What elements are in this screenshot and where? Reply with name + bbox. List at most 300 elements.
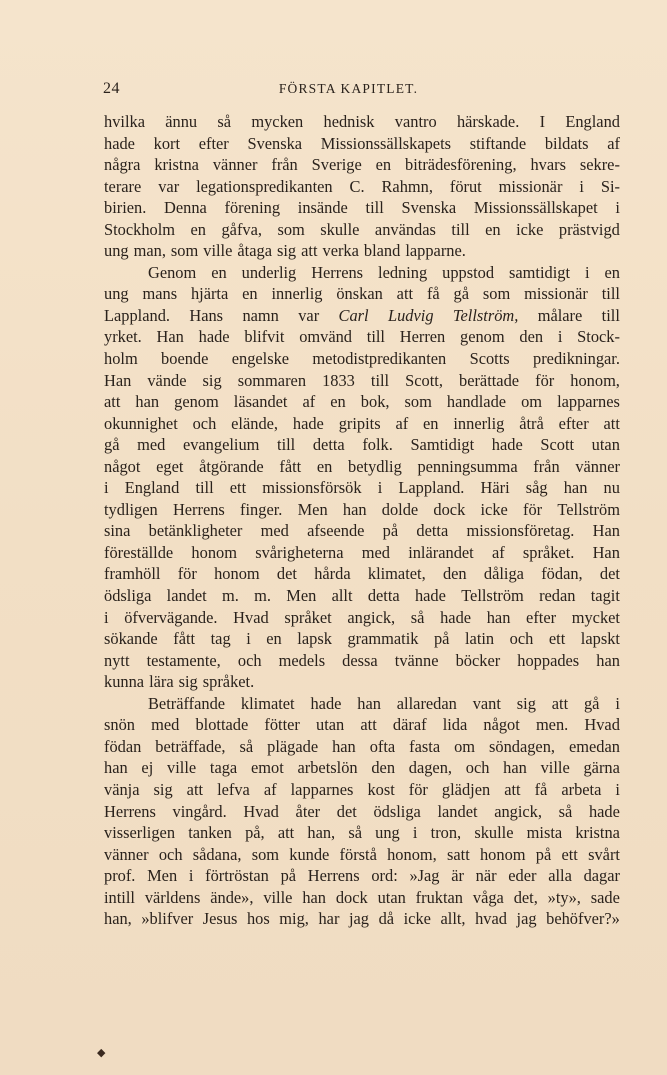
word: emedan (568, 736, 620, 756)
text-line (104, 865, 620, 887)
word: Han (104, 370, 132, 390)
word: något (483, 715, 520, 735)
word: förening (224, 198, 281, 218)
text-line (104, 111, 620, 133)
word: dock (335, 887, 368, 907)
word: ännu (165, 112, 198, 131)
word: i (615, 693, 620, 713)
word: öfvervägande. (124, 607, 218, 627)
word: i (557, 327, 563, 347)
word: insände (297, 198, 348, 218)
word: angick, (347, 607, 396, 627)
word: arbeta (561, 779, 602, 799)
word: blifvit (244, 327, 285, 347)
word: allt (331, 586, 353, 606)
word: läsandet (233, 392, 288, 412)
word: jag (348, 909, 369, 929)
word: däraf (392, 715, 427, 735)
word: Hvad (233, 607, 269, 627)
text-line (104, 154, 620, 176)
word: till (366, 327, 385, 347)
word: icke (516, 219, 544, 239)
word: för (408, 779, 428, 799)
word: ej (141, 758, 154, 778)
word: lida (442, 715, 468, 735)
word: Si- (600, 176, 620, 196)
word: lapparne. (405, 241, 466, 261)
word: »blifver (141, 909, 194, 929)
word: detta (312, 435, 345, 455)
word: härskade. (456, 112, 520, 131)
word: en (316, 456, 333, 476)
text-line (104, 283, 620, 305)
word: prästvigd (558, 219, 620, 239)
word: till (277, 435, 296, 455)
word: vingård. (172, 801, 227, 821)
word: af (395, 413, 409, 433)
word: han (563, 478, 588, 498)
word: hade (310, 693, 342, 713)
word: på (280, 866, 297, 886)
word: var (158, 176, 180, 196)
word: innerlig (453, 413, 505, 433)
word: kort (153, 133, 181, 153)
word: kristna (154, 155, 199, 175)
word: hvars (530, 155, 566, 175)
word: förstå (339, 844, 377, 864)
word: evangelium (182, 435, 260, 455)
word: som (482, 284, 511, 304)
word: Stockholm (104, 219, 176, 239)
word: gå (583, 693, 600, 713)
text-line (104, 240, 620, 262)
word: att (186, 779, 204, 799)
word: tvänne (394, 650, 439, 670)
text-line (104, 908, 620, 930)
word: söndagen, (489, 736, 556, 756)
word: gå (104, 435, 120, 455)
word: holm (104, 349, 138, 369)
word: lapparnes (290, 779, 354, 799)
text-line (104, 693, 620, 715)
text-line (104, 348, 620, 370)
word: sig (516, 693, 536, 713)
word: födan (104, 736, 142, 756)
word: honom, (387, 844, 437, 864)
text-line (104, 305, 620, 327)
word: framhöll (104, 564, 161, 584)
word: dåliga (483, 564, 524, 584)
word: hjärta (190, 284, 229, 304)
word: ett (548, 629, 566, 649)
word: sådana, (192, 844, 242, 864)
word: tagit (590, 586, 620, 606)
word: som (404, 392, 432, 412)
word: åtrå (519, 413, 544, 433)
word: en (485, 219, 501, 239)
word: Missionssällskapet (473, 198, 598, 218)
word: för (523, 499, 543, 519)
word: Svenska (401, 198, 457, 218)
word: som (277, 219, 305, 239)
word: af (607, 133, 620, 153)
word: han (486, 607, 511, 627)
text-line (104, 219, 620, 241)
word: hoppades (517, 650, 580, 670)
word: i (412, 823, 418, 843)
word: ville (540, 758, 570, 778)
word: i (579, 176, 584, 196)
text-line (104, 585, 620, 607)
word: sig (276, 241, 297, 261)
word: Han (592, 521, 620, 541)
word: Sverige (311, 155, 362, 175)
word: Hvad (243, 801, 279, 821)
word: kost (367, 779, 395, 799)
word: Scott, (405, 370, 443, 390)
word: betydlig (348, 456, 402, 476)
word: i (615, 779, 620, 799)
word: ville (203, 241, 233, 261)
word: af (263, 779, 277, 799)
word: så (217, 112, 232, 131)
word: nu (603, 478, 620, 498)
word: tanken (188, 823, 232, 843)
word: i (104, 478, 109, 498)
text-line (104, 370, 620, 392)
word: m. (221, 586, 239, 606)
word: predikningar. (533, 349, 620, 369)
word: redan (539, 586, 576, 606)
word: hednisk (323, 112, 375, 131)
word: med (137, 435, 166, 455)
word: genom (174, 392, 219, 412)
text-line (104, 844, 620, 866)
word: verka (322, 241, 359, 261)
text-line (104, 607, 620, 629)
word: det (599, 564, 620, 584)
word: han (302, 887, 326, 907)
word: sade (590, 887, 620, 907)
word: latin (465, 629, 495, 649)
text-line (104, 779, 620, 801)
text-line (104, 628, 620, 650)
word: vänner (212, 155, 258, 175)
word: detta (416, 521, 449, 541)
word: Scotts (469, 349, 510, 369)
word: när (475, 866, 497, 886)
word: snön (104, 715, 135, 735)
word: vant (472, 693, 501, 713)
word: fått (279, 456, 302, 476)
word: vänja (104, 779, 140, 799)
text-line (104, 757, 620, 779)
word: han (135, 392, 160, 412)
word: utan (316, 715, 345, 735)
word: afseende (307, 521, 365, 541)
word: ödsliga (373, 801, 421, 821)
word: att (277, 823, 295, 843)
word: hvilka (104, 112, 145, 131)
word: att (603, 413, 620, 433)
word: beträffade, (155, 736, 226, 756)
word: dessa (342, 650, 378, 670)
word: yrket. (104, 327, 142, 347)
word: lapparnes (557, 392, 620, 412)
word: hade (588, 801, 620, 821)
word: då (378, 909, 395, 929)
word: betänkligheter (148, 521, 243, 541)
word: tydligen (104, 499, 158, 519)
word: Herrens (172, 499, 225, 519)
word: Missionssällskapets (320, 133, 452, 153)
word: önskan (336, 284, 383, 304)
word: att (301, 241, 318, 261)
word: till (451, 219, 470, 239)
text-line (104, 650, 620, 672)
word: Lappland. (104, 305, 170, 325)
word: honom (214, 564, 260, 584)
word: detta (367, 586, 400, 606)
word: angick, (494, 801, 542, 821)
word: intill (104, 887, 135, 907)
word: så (348, 823, 362, 843)
word: några (104, 155, 141, 175)
word: ung (375, 823, 400, 843)
word: taga (209, 758, 238, 778)
word: hade (414, 586, 446, 606)
word: medels (278, 650, 326, 670)
word: Häri (480, 478, 510, 498)
word: han (503, 758, 527, 778)
page-number: 24 (103, 80, 120, 97)
word: dagen, (408, 758, 452, 778)
word: åtaga (237, 241, 272, 261)
word: Han (592, 542, 620, 562)
word: i (615, 198, 620, 218)
word: målare (537, 305, 583, 325)
word: mista (526, 823, 563, 843)
body-text (104, 111, 620, 930)
word: som (170, 241, 199, 261)
word: våga (472, 887, 504, 907)
word: svårigheterna (255, 542, 344, 562)
word: fasta (409, 736, 441, 756)
word: behöfver?» (546, 909, 620, 929)
word: få (426, 284, 440, 304)
word: ett (229, 478, 247, 498)
word: »Jag (409, 866, 440, 886)
word: har (318, 909, 340, 929)
word: gärna (583, 758, 620, 778)
word: tag (210, 629, 231, 649)
word: lära (149, 672, 174, 692)
word: emot (250, 758, 284, 778)
text-line (104, 736, 620, 758)
word: blottade (195, 715, 249, 735)
word: Tellström (557, 499, 620, 519)
text-line (104, 714, 620, 736)
word: vänner (104, 844, 149, 864)
word: missionsföretag. (466, 521, 575, 541)
word: och (158, 844, 183, 864)
word: missionsförsök (262, 478, 362, 498)
word: med (260, 521, 289, 541)
word: han (596, 650, 620, 670)
word: lefva (217, 779, 250, 799)
word: boende (161, 349, 209, 369)
word: böcker (455, 650, 501, 670)
word: uppstod (442, 262, 495, 282)
word: eder (508, 866, 537, 886)
word: ofta (369, 736, 396, 756)
word: sig (178, 672, 198, 692)
word: Stock- (577, 327, 620, 347)
word: få (534, 779, 548, 799)
word: skulle (320, 219, 360, 239)
word: att (396, 284, 414, 304)
text-line (104, 822, 620, 844)
word: att (104, 392, 121, 412)
word: en (375, 155, 392, 175)
word: världens (144, 887, 201, 907)
word: »ty», (547, 887, 581, 907)
word: stiftande (469, 133, 527, 153)
word: fruktan (415, 887, 464, 907)
text-line (104, 542, 620, 564)
word: för (177, 564, 197, 584)
word: Scott (540, 435, 575, 455)
word: hade (104, 133, 135, 153)
word: omvänd (299, 327, 352, 347)
text-line (104, 326, 620, 348)
ink-mark: ◆ (97, 1047, 106, 1059)
word: till (370, 370, 390, 390)
word: föreställde (104, 542, 174, 562)
word: landet (437, 801, 478, 821)
word: bok, (360, 392, 390, 412)
word: mycket (571, 607, 620, 627)
word: den (442, 564, 467, 584)
word: användas (374, 219, 436, 239)
word: för (535, 370, 555, 390)
word: lapskt (580, 629, 620, 649)
word: en (190, 219, 206, 239)
word: eget (156, 456, 184, 476)
word: Rahmn, (381, 176, 433, 196)
word: Herren (399, 327, 446, 347)
word: jag (516, 909, 537, 929)
word: han (342, 499, 367, 519)
word: och (192, 413, 217, 433)
word: något (104, 456, 141, 476)
word: elände, (231, 413, 279, 433)
word: Men (147, 866, 178, 886)
text-line (104, 477, 620, 499)
word: det (336, 801, 357, 821)
text-line (104, 197, 620, 219)
text-line (104, 456, 620, 478)
word: Herrens (311, 262, 364, 282)
word: dock (433, 499, 466, 519)
word: skulle (474, 823, 514, 843)
word: honom (191, 542, 237, 562)
word: hos (246, 909, 270, 929)
word: terare (104, 176, 142, 196)
word: ville (167, 758, 197, 778)
word: Tellström (461, 586, 524, 606)
text-line (104, 434, 620, 456)
word: han, (104, 909, 132, 929)
word: allt, (440, 909, 466, 929)
word: från (533, 456, 560, 476)
word: sommaren (237, 370, 307, 390)
word: på (382, 521, 399, 541)
word: språket. (522, 542, 575, 562)
text-line (104, 671, 620, 693)
word: Genom (148, 262, 197, 282)
word: till (195, 478, 214, 498)
word: okunnighet (104, 413, 178, 433)
text-line (104, 499, 620, 521)
word: sekre- (579, 155, 620, 175)
word: ett (561, 844, 578, 864)
word: Jesus (202, 909, 238, 929)
text-line (104, 262, 620, 284)
word: ände», (210, 887, 254, 907)
word: han, (307, 823, 336, 843)
word: Beträffande (148, 693, 226, 713)
word: efter (198, 133, 229, 153)
word: gripits (338, 413, 381, 433)
word: efter (526, 607, 557, 627)
word: berättade (459, 370, 520, 390)
word: till (601, 305, 620, 325)
word: allaredan (396, 693, 457, 713)
word: testamente, (146, 650, 221, 670)
word: engelske (231, 349, 290, 369)
word: om (521, 392, 543, 412)
word: tron, (430, 823, 462, 843)
word: han (357, 693, 381, 713)
word: en (604, 262, 620, 282)
word: födan, (541, 564, 583, 584)
word: ung (104, 241, 129, 261)
running-head: FÖRSTA KAPITLET. (278, 81, 419, 96)
word: i (584, 262, 590, 282)
word: hvad (475, 909, 507, 929)
word: man, (133, 241, 166, 261)
word: bildats (544, 133, 589, 153)
word: hade (198, 327, 230, 347)
word: kunde (289, 844, 330, 864)
word: hade (440, 607, 472, 627)
word: plägade (267, 736, 319, 756)
word: hårda (314, 564, 351, 584)
word: gå (453, 284, 470, 304)
word: som (251, 844, 280, 864)
word: den (371, 758, 396, 778)
text-line (104, 176, 620, 198)
word: till (601, 284, 620, 304)
word: Han (156, 327, 184, 347)
word: fötter (264, 715, 300, 735)
word: prof. (104, 866, 136, 886)
word: hade (491, 435, 523, 455)
word: att (551, 693, 569, 713)
word: Hans (189, 305, 224, 325)
word: legationspredikanten (196, 176, 333, 196)
